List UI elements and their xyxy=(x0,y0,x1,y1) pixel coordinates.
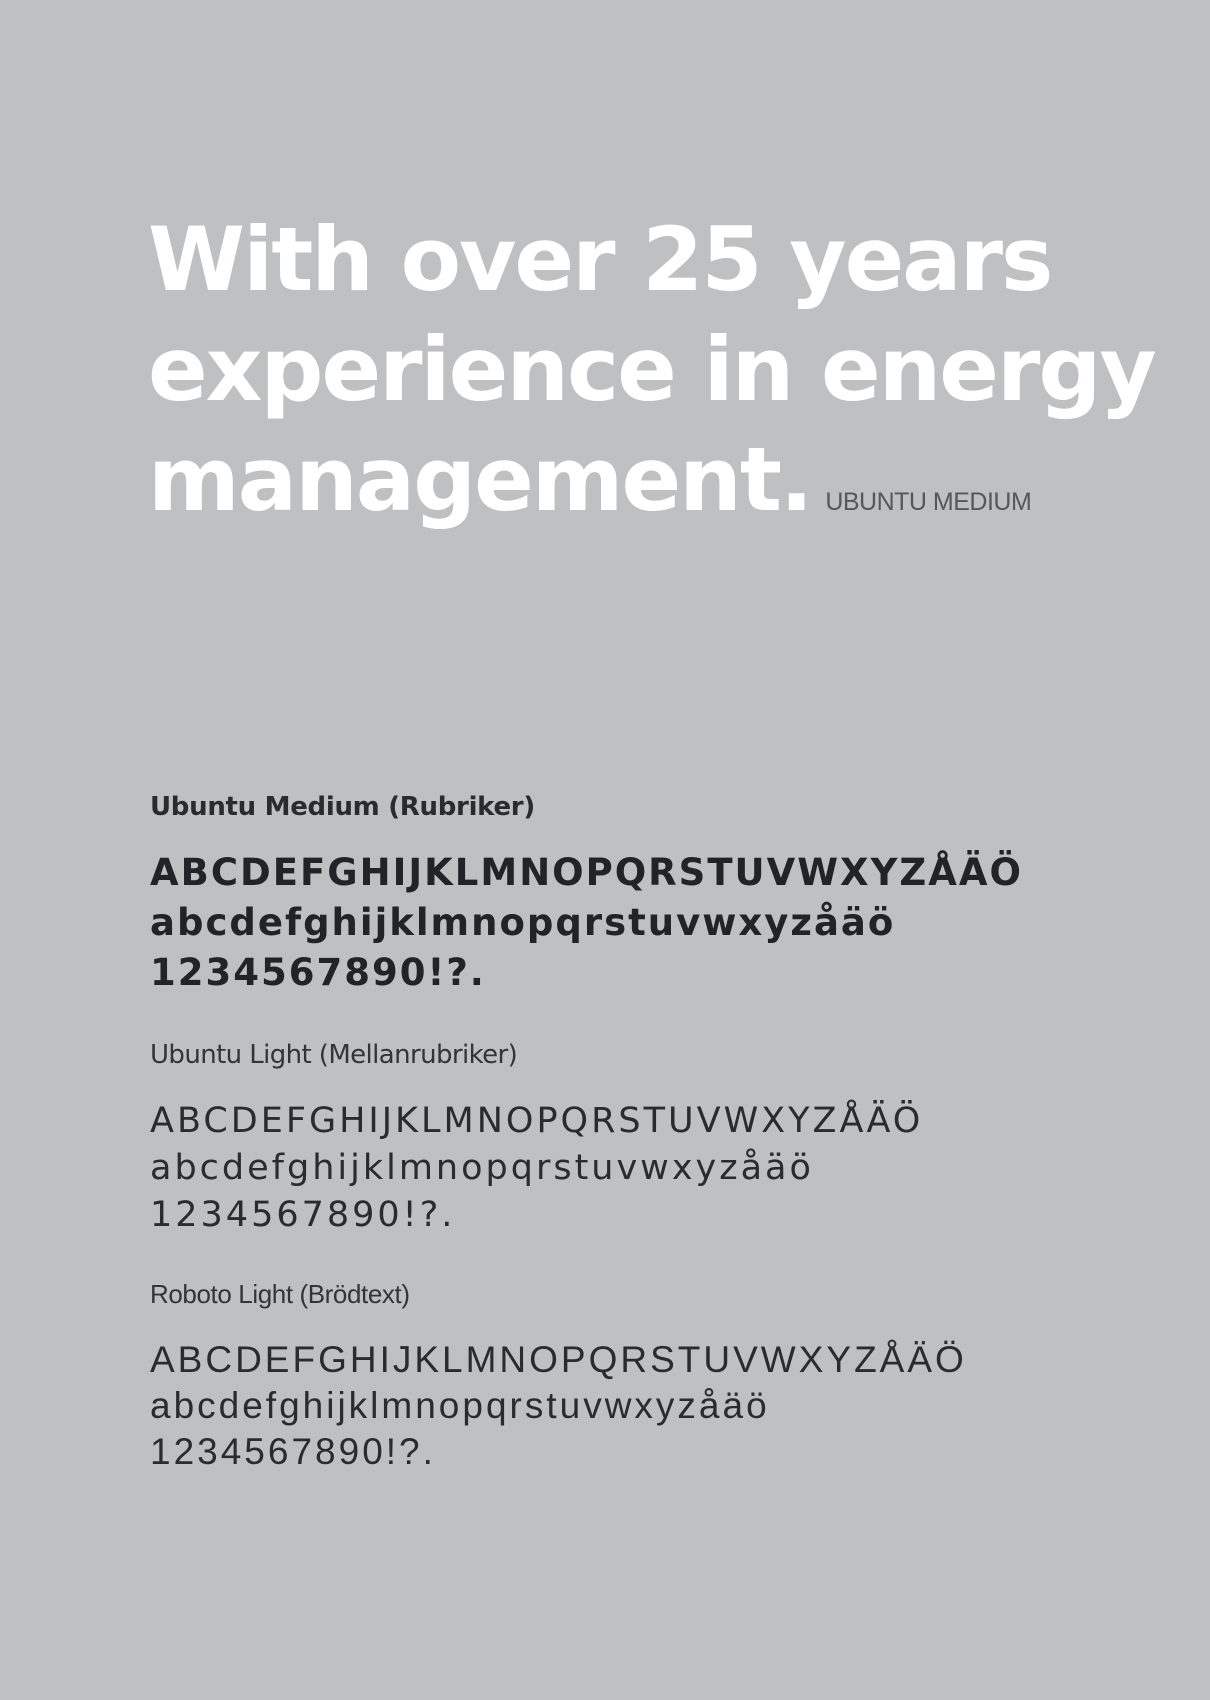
headline-line-3-text: management. xyxy=(148,428,812,531)
specimen-label-roboto-light: Roboto Light (Brödtext) xyxy=(150,1279,410,1309)
specimen-ubuntu-light xyxy=(150,1098,923,1239)
specimen-numerals: 1234567890!?. xyxy=(150,1195,456,1235)
headline-line-1: With over 25 years xyxy=(148,208,1052,311)
specimen-lowercase: abcdefghijklmnopqrstuvwxyzåäö xyxy=(150,1385,770,1426)
specimen-ubuntu-medium xyxy=(150,848,1023,998)
specimen-label-ubuntu-medium: Ubuntu Medium (Rubriker) xyxy=(150,792,535,822)
specimen-numerals: 1234567890!?. xyxy=(150,951,486,994)
headline xyxy=(148,205,1188,557)
specimen-uppercase: ABCDEFGHIJKLMNOPQRSTUVWXYZÅÄÖ xyxy=(150,851,1023,894)
headline-font-tag: UBUNTU MEDIUM xyxy=(825,488,1032,516)
specimen-numerals: 1234567890!?. xyxy=(150,1431,436,1472)
headline-line-3 xyxy=(148,425,1188,557)
specimen-lowercase: abcdefghijklmnopqrstuvwxyzåäö xyxy=(150,1148,814,1188)
specimen-label-ubuntu-light: Ubuntu Light (Mellanrubriker) xyxy=(150,1040,518,1070)
specimen-uppercase: ABCDEFGHIJKLMNOPQRSTUVWXYZÅÄÖ xyxy=(150,1101,924,1141)
headline-line-2: experience in energy xyxy=(148,318,1155,421)
specimen-roboto-light xyxy=(150,1337,967,1475)
specimen-uppercase: ABCDEFGHIJKLMNOPQRSTUVWXYZÅÄÖ xyxy=(150,1339,967,1380)
specimen-lowercase: abcdefghijklmnopqrstuvwxyzåäö xyxy=(150,901,896,944)
